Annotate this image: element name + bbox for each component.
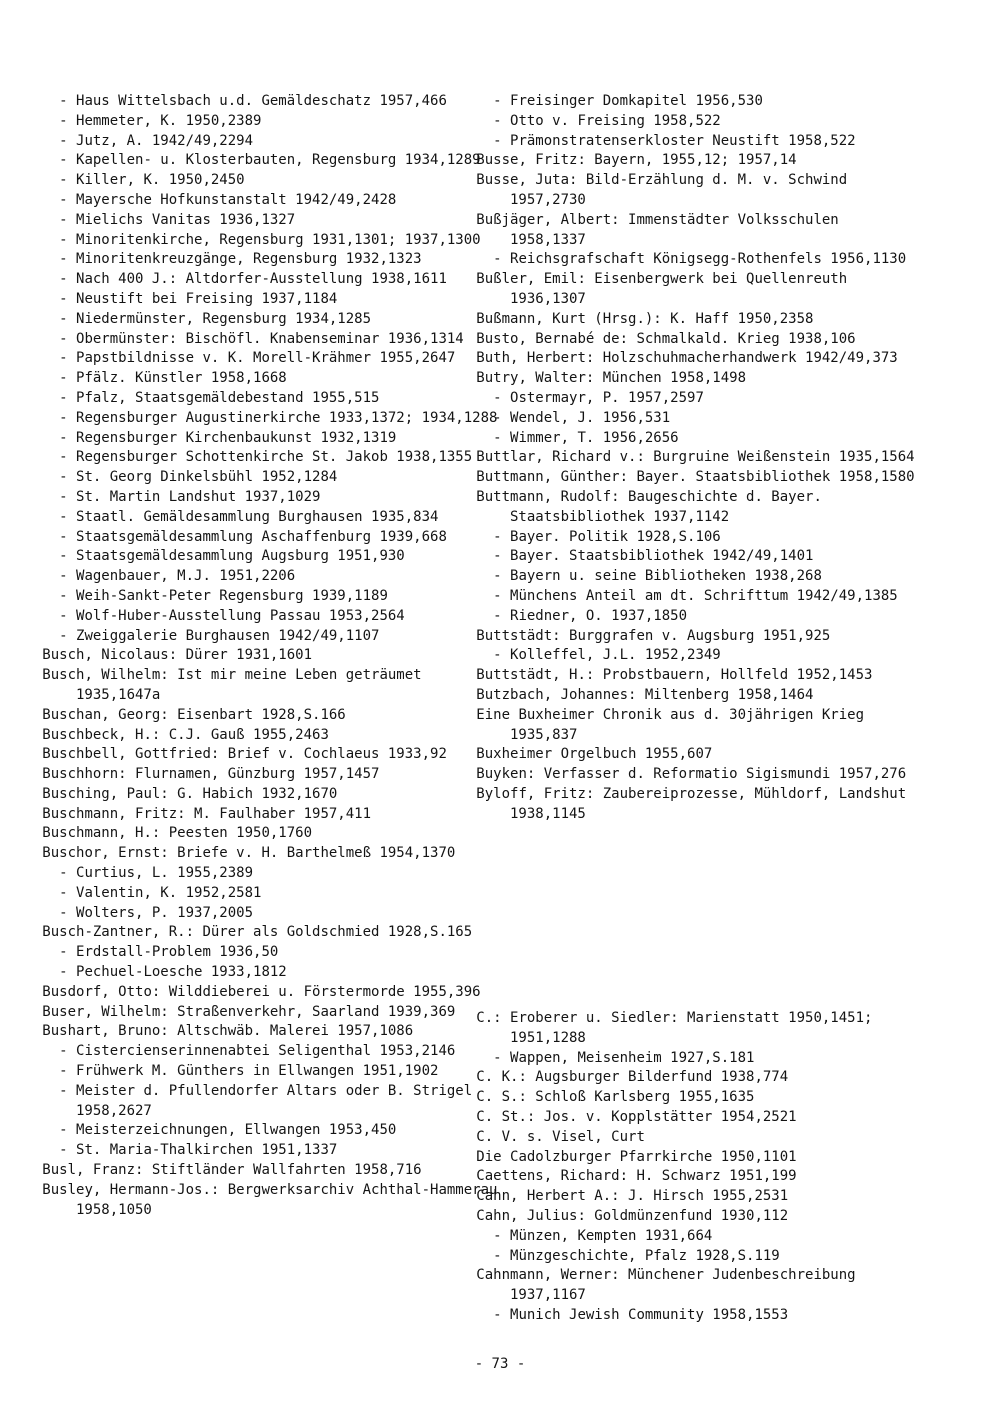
index-subentry: - Kapellen- u. Klosterbauten, Regensburg 1934,1289 [59,152,481,169]
index-subentry: - Otto v. Freising 1958,522 [493,112,721,129]
index-subentry: - Munich Jewish Community 1958,1553 [493,1306,789,1323]
index-subentry: - Meisterzeichnungen, Ellwangen 1953,450 [59,1122,397,1139]
index-entry: Butry, Walter: München 1958,1498 [476,370,747,387]
index-entry: Die Cadolzburger Pfarrkirche 1950,1101 [476,1148,797,1165]
index-entry: Bußjäger, Albert: Immenstädter Volksschulen 1958,1337 [476,211,839,248]
index-entry: Busch, Wilhelm: Ist mir meine Leben geträumet 1935,1647a [42,667,422,703]
index-entry: Buttlar, Richard v.: Burgruine Weißenstein 1935,1564 [476,449,915,466]
index-entry: Busdorf, Otto: Wilddieberei u. Förstermorde 1955,396 [42,983,481,1000]
index-entry: Byloff, Fritz: Zaubereiprozesse, Mühldorf, Landshut 1938,1145 [476,785,907,822]
index-subentry: - Regensburger Schottenkirche St. Jakob 1938,1355 [59,449,473,466]
index-entry: Buschan, Georg: Eisenbart 1928,S.166 [42,706,346,723]
index-subentry: - Cistercienserinnenabtei Seligenthal 1953,2146 [59,1043,456,1060]
index-entry: Cahnmann, Werner: Münchener Judenbeschreibung 1937,1167 [476,1267,856,1304]
index-subentry: - Münzen, Kempten 1931,664 [493,1227,713,1244]
index-entry: Buth, Herbert: Holzschuhmacherhandwerk 1942/49,373 [476,350,898,367]
index-subentry: - Hemmeter, K. 1950,2389 [59,112,262,129]
index-entry: Busley, Hermann-Jos.: Bergwerksarchiv Achthal-Hammerau 1958,1050 [42,1181,498,1218]
index-entry: Buttstädt: Burggrafen v. Augsburg 1951,925 [476,627,831,644]
index-subentry: - St. Martin Landshut 1937,1029 [59,488,321,505]
index-subentry: - Wappen, Meisenheim 1927,S.181 [493,1049,755,1066]
index-entry: C. K.: Augsburger Bilderfund 1938,774 [476,1069,789,1086]
index-subentry: - Papstbildnisse v. K. Morell-Krähmer 1955,2647 [59,350,456,367]
index-subentry: - Haus Wittelsbach u.d. Gemäldeschatz 1957,466 [59,93,447,109]
index-subentry: - St. Maria-Thalkirchen 1951,1337 [59,1142,338,1159]
index-entry: Bushart, Bruno: Altschwäb. Malerei 1957,1086 [42,1023,414,1040]
index-entry: Cahn, Herbert A.: J. Hirsch 1955,2531 [476,1188,789,1205]
index-subentry: - Regensburger Kirchenbaukunst 1932,1319 [59,429,397,446]
index-entry: Buschmann, H.: Peesten 1950,1760 [42,825,313,842]
index-subentry: - Kolleffel, J.L. 1952,2349 [493,647,721,664]
index-entry: C. S.: Schloß Karlsberg 1955,1635 [476,1089,755,1106]
page-number: - 73 - [474,1356,526,1372]
index-subentry: - St. Georg Dinkelsbühl 1952,1284 [59,469,338,486]
index-entry: Buser, Wilhelm: Straßenverkehr, Saarland 1939,369 [42,1003,456,1020]
index-entry: Cahn, Julius: Goldmünzenfund 1930,112 [476,1207,789,1224]
index-entry: Busse, Juta: Bild-Erzählung d. M. v. Schwind 1957,2730 [476,172,848,208]
index-subentry: - Pechuel-Loesche 1933,1812 [59,964,287,981]
index-subentry: - Neustift bei Freising 1937,1184 [59,290,338,307]
index-entry: Busching, Paul: G. Habich 1932,1670 [42,785,338,802]
index-subentry: - Prämonstratenserkloster Neustift 1958,522 [493,132,856,149]
index-column-right-upper [476,92,920,824]
index-entry: Bußler, Emil: Eisenbergwerk bei Quellenreuth 1936,1307 [476,271,848,307]
index-subentry: - Riedner, O. 1937,1850 [493,607,688,624]
index-entry: Eine Buxheimer Chronik aus d. 30jährigen Krieg 1935,837 [476,706,865,743]
index-subentry: - Wendel, J. 1956,531 [493,409,671,426]
index-subentry: - Killer, K. 1950,2450 [59,172,245,189]
index-entry: Caettens, Richard: H. Schwarz 1951,199 [476,1168,797,1185]
index-subentry: - Frühwerk M. Günthers in Ellwangen 1951,1902 [59,1063,439,1080]
index-subentry: - Nach 400 J.: Altdorfer-Ausstellung 1938,1611 [59,271,447,288]
index-subentry: - Pfälz. Künstler 1958,1668 [59,370,287,387]
index-subentry: - Meister d. Pfullendorfer Altars oder B. Strigel 1958,2627 [59,1082,473,1119]
index-subentry: - Wimmer, T. 1956,2656 [493,429,679,446]
index-entry: Buschhorn: Flurnamen, Günzburg 1957,1457 [42,766,380,783]
index-subentry: - Wolters, P. 1937,2005 [59,904,254,921]
index-subentry: - Jutz, A. 1942/49,2294 [59,132,254,149]
index-subentry: - Bayern u. seine Bibliotheken 1938,268 [493,568,822,585]
index-column-left [42,92,506,1220]
index-subentry: - Zweiggalerie Burghausen 1942/49,1107 [59,627,380,644]
index-entry: Buttmann, Günther: Bayer. Staatsbibliothek 1958,1580 [476,469,915,486]
index-entry: Busch, Nicolaus: Dürer 1931,1601 [42,647,313,664]
index-subentry: - Reichsgrafschaft Königsegg-Rothenfels 1956,1130 [493,251,907,268]
index-subentry: - Ostermayr, P. 1957,2597 [493,389,704,406]
index-subentry: - Erdstall-Problem 1936,50 [59,944,279,961]
index-entry: Buttstädt, H.: Probstbauern, Hollfeld 1952,1453 [476,667,873,684]
index-entry: Buschor, Ernst: Briefe v. H. Barthelmeß 1954,1370 [42,845,456,862]
index-subentry: - Mielichs Vanitas 1936,1327 [59,211,296,228]
index-entry: Busse, Fritz: Bayern, 1955,12; 1957,14 [476,152,797,169]
index-entry: Busto, Bernabé de: Schmalkald. Krieg 1938,106 [476,330,856,347]
index-subentry: - Mayersche Hofkunstanstalt 1942/49,2428 [59,191,397,208]
index-column-right-lower [476,1009,920,1326]
index-subentry: - Regensburger Augustinerkirche 1933,1372; 1934,1288 [59,409,498,426]
index-entry: Buttmann, Rudolf: Baugeschichte d. Bayer. Staatsbibliothek 1937,1142 [476,488,822,525]
index-subentry: - Curtius, L. 1955,2389 [59,865,254,882]
index-entry: Buschmann, Fritz: M. Faulhaber 1957,411 [42,805,372,822]
index-entry: Buyken: Verfasser d. Reformatio Sigismundi 1957,276 [476,766,907,783]
index-subentry: - Staatl. Gemäldesammlung Burghausen 1935,834 [59,508,439,525]
index-entry: C. St.: Jos. v. Kopplstätter 1954,2521 [476,1108,797,1125]
index-subentry: - Valentin, K. 1952,2581 [59,884,262,901]
index-subentry: - Bayer. Politik 1928,S.106 [493,528,721,545]
index-entry: Buxheimer Orgelbuch 1955,607 [476,746,713,763]
index-subentry: - Wagenbauer, M.J. 1951,2206 [59,568,296,585]
index-subentry: - Staatsgemäldesammlung Aschaffenburg 1939,668 [59,528,447,545]
index-subentry: - Freisinger Domkapitel 1956,530 [493,93,763,109]
index-entry: Buschbell, Gottfried: Brief v. Cochlaeus 1933,92 [42,746,447,763]
index-subentry: - Obermünster: Bischöfl. Knabenseminar 1936,1314 [59,330,464,347]
index-subentry: - Minoritenkirche, Regensburg 1931,1301; 1937,1300 [59,231,481,248]
index-subentry: - Münzgeschichte, Pfalz 1928,S.119 [493,1247,780,1264]
index-subentry: - Bayer. Staatsbibliothek 1942/49,1401 [493,548,814,565]
index-subentry: - Wolf-Huber-Ausstellung Passau 1953,2564 [59,607,405,624]
index-entry: C.: Eroberer u. Siedler: Marienstatt 1950,1451; 1951,1288 [476,1010,873,1046]
index-subentry: - Staatsgemäldesammlung Augsburg 1951,930 [59,548,405,565]
index-entry: Busl, Franz: Stiftländer Wallfahrten 1958,716 [42,1162,422,1179]
index-subentry: - Minoritenkreuzgänge, Regensburg 1932,1323 [59,251,422,268]
index-subentry: - Münchens Anteil am dt. Schrifttum 1942/49,1385 [493,587,898,604]
index-entry: C. V. s. Visel, Curt [476,1128,645,1145]
index-entry: Bußmann, Kurt (Hrsg.): K. Haff 1950,2358 [476,310,814,327]
index-subentry: - Weih-Sankt-Peter Regensburg 1939,1189 [59,587,388,604]
index-entry: Buschbeck, H.: C.J. Gauß 1955,2463 [42,726,329,743]
index-subentry: - Niedermünster, Regensburg 1934,1285 [59,310,372,327]
index-entry: Busch-Zantner, R.: Dürer als Goldschmied 1928,S.165 [42,924,473,941]
index-subentry: - Pfalz, Staatsgemäldebestand 1955,515 [59,389,380,406]
index-entry: Butzbach, Johannes: Miltenberg 1958,1464 [476,686,814,703]
